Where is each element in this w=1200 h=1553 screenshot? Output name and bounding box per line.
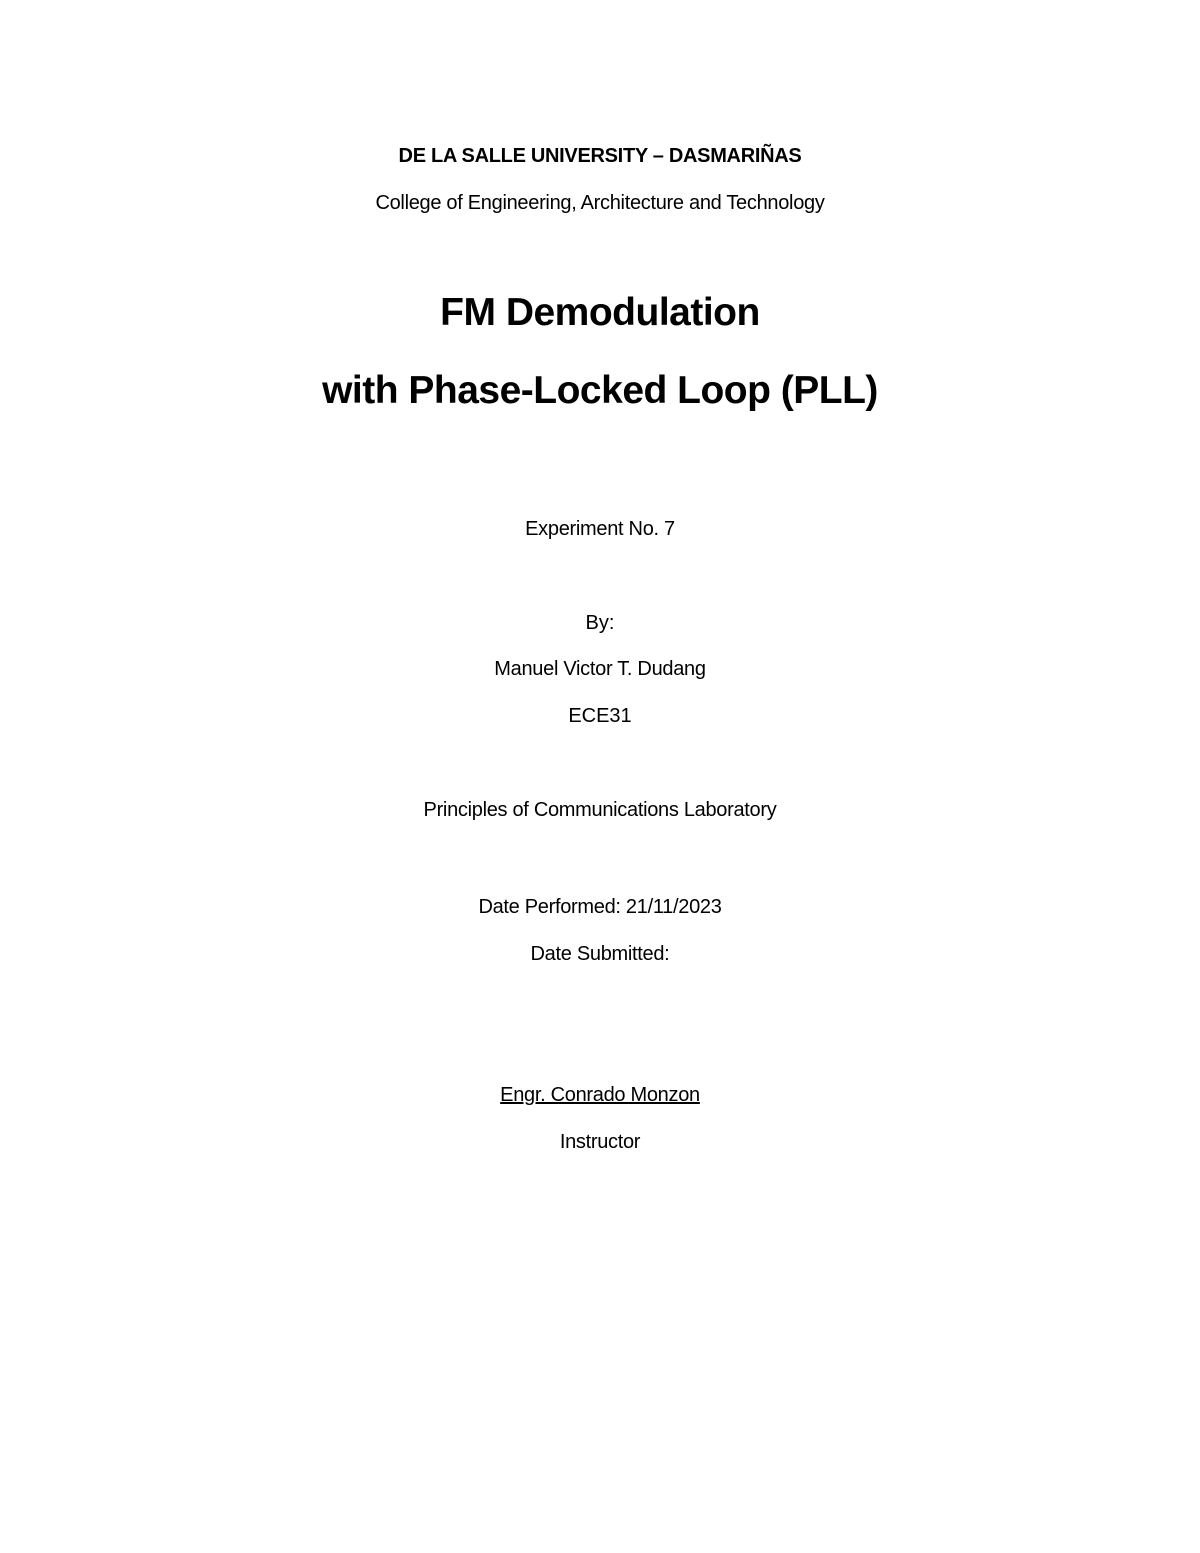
university-name: DE LA SALLE UNIVERSITY – DASMARIÑAS xyxy=(398,145,802,167)
instructor-role: Instructor xyxy=(559,1131,641,1153)
report-title-line-2: with Phase-Locked Loop (PLL) xyxy=(322,369,878,412)
date-submitted: Date Submitted: xyxy=(530,943,670,965)
college-name: College of Engineering, Architecture and Technology xyxy=(375,192,825,214)
author-name: Manuel Victor T. Dudang xyxy=(494,658,706,680)
experiment-number: Experiment No. 7 xyxy=(525,518,675,540)
report-title-line-1: FM Demodulation xyxy=(440,291,760,334)
course-name: Principles of Communications Laboratory xyxy=(423,799,777,821)
by-label: By: xyxy=(585,612,615,634)
section-code: ECE31 xyxy=(568,705,632,727)
instructor-name: Engr. Conrado Monzon xyxy=(500,1084,700,1106)
date-performed: Date Performed: 21/11/2023 xyxy=(478,896,722,918)
